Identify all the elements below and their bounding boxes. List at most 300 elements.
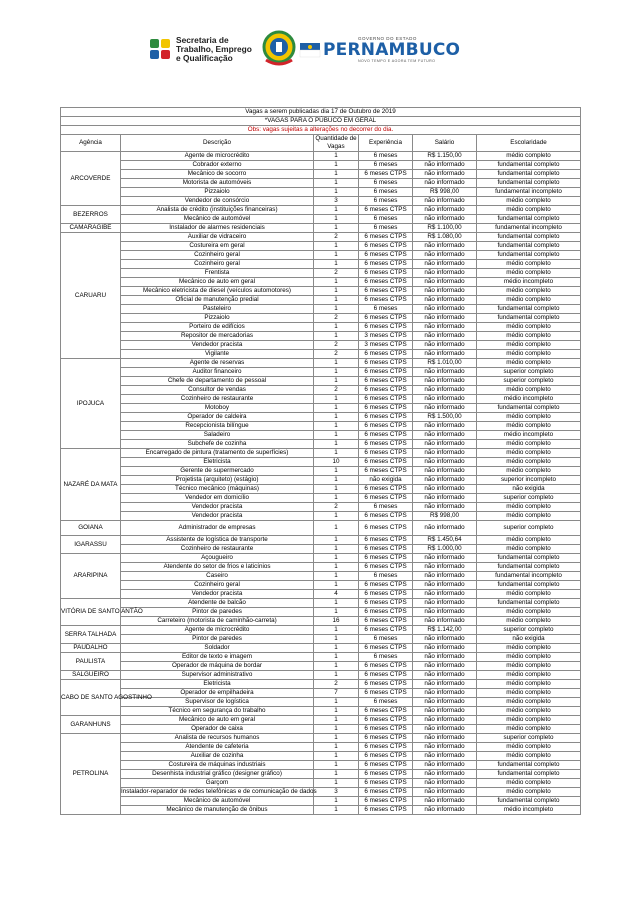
- edu-cell: médio completo: [477, 644, 581, 653]
- edu-cell: médio completo: [477, 206, 581, 215]
- table-row: [61, 581, 581, 590]
- sal-cell: não informado: [413, 449, 477, 458]
- desc-cell: Cozinheiro geral: [121, 251, 314, 260]
- table-row: [61, 269, 581, 278]
- table-row: [61, 467, 581, 476]
- agency-cell: CABO DE SANTO AGOSTINHO: [61, 680, 121, 716]
- table-row: [61, 761, 581, 770]
- sal-cell: não informado: [413, 179, 477, 188]
- qty-cell: 1: [314, 305, 359, 314]
- qty-cell: 1: [314, 581, 359, 590]
- sal-cell: não informado: [413, 485, 477, 494]
- edu-cell: fundamental completo: [477, 797, 581, 806]
- desc-cell: Saladeiro: [121, 431, 314, 440]
- desc-cell: Oficial de manutenção predial: [121, 296, 314, 305]
- exp-cell: 3 meses CTPS: [359, 341, 413, 350]
- exp-cell: 6 meses CTPS: [359, 761, 413, 770]
- edu-cell: médio completo: [477, 260, 581, 269]
- sal-cell: não informado: [413, 161, 477, 170]
- column-header-row: [61, 135, 581, 152]
- qty-cell: 2: [314, 386, 359, 395]
- agency-cell: CARUARU: [61, 233, 121, 359]
- desc-cell: Repositor de mercadorias: [121, 332, 314, 341]
- edu-cell: médio completo: [477, 413, 581, 422]
- sal-cell: não informado: [413, 743, 477, 752]
- edu-cell: superior completo: [477, 521, 581, 536]
- desc-cell: Vendedor pracista: [121, 590, 314, 599]
- exp-cell: 6 meses CTPS: [359, 536, 413, 545]
- qty-cell: 1: [314, 797, 359, 806]
- table-row: [61, 188, 581, 197]
- qty-cell: 1: [314, 608, 359, 617]
- edu-cell: médio completo: [477, 617, 581, 626]
- sal-cell: não informado: [413, 788, 477, 797]
- desc-cell: Mecânico eletricista de diesel (veículos automotores): [121, 287, 314, 296]
- sal-cell: não informado: [413, 170, 477, 179]
- exp-cell: 6 meses CTPS: [359, 323, 413, 332]
- exp-cell: 6 meses CTPS: [359, 617, 413, 626]
- sal-cell: R$ 1.500,00: [413, 413, 477, 422]
- table-row: [61, 671, 581, 680]
- edu-cell: fundamental completo: [477, 161, 581, 170]
- table-row: [61, 536, 581, 545]
- edu-cell: superior completo: [477, 734, 581, 743]
- exp-cell: 6 meses CTPS: [359, 788, 413, 797]
- sal-cell: não informado: [413, 206, 477, 215]
- edu-cell: médio completo: [477, 707, 581, 716]
- desc-cell: Operador de caixa: [121, 725, 314, 734]
- edu-cell: superior completo: [477, 377, 581, 386]
- exp-cell: 6 meses CTPS: [359, 413, 413, 422]
- qty-cell: 1: [314, 260, 359, 269]
- sal-cell: não informado: [413, 422, 477, 431]
- exp-cell: 6 meses CTPS: [359, 512, 413, 521]
- exp-cell: 6 meses: [359, 224, 413, 233]
- edu-cell: médio completo: [477, 359, 581, 368]
- desc-cell: Pasteleiro: [121, 305, 314, 314]
- qty-cell: 1: [314, 698, 359, 707]
- desc-cell: Encarregado de pintura (tratamento de superfícies): [121, 449, 314, 458]
- agency-cell: ARCOVERDE: [61, 152, 121, 206]
- exp-cell: 3 meses CTPS: [359, 332, 413, 341]
- sal-cell: não informado: [413, 350, 477, 359]
- qty-cell: 1: [314, 545, 359, 554]
- desc-cell: Subchefe de cozinha: [121, 440, 314, 449]
- sal-cell: não informado: [413, 806, 477, 815]
- edu-cell: fundamental incompleto: [477, 188, 581, 197]
- exp-cell: 6 meses CTPS: [359, 797, 413, 806]
- exp-cell: 6 meses CTPS: [359, 449, 413, 458]
- slogan: NOVO TEMPO E AGORA TEM FUTURO: [358, 59, 436, 63]
- exp-cell: 6 meses CTPS: [359, 581, 413, 590]
- edu-cell: fundamental completo: [477, 170, 581, 179]
- table-row: [61, 458, 581, 467]
- exp-cell: 6 meses: [359, 653, 413, 662]
- desc-cell: Instalador de alarmes residenciais: [121, 224, 314, 233]
- agency-cell: GARANHUNS: [61, 716, 121, 734]
- desc-cell: Porteiro de edifícios: [121, 323, 314, 332]
- desc-cell: Açougueiro: [121, 554, 314, 563]
- qty-cell: 2: [314, 341, 359, 350]
- exp-cell: 6 meses CTPS: [359, 386, 413, 395]
- qty-cell: 1: [314, 743, 359, 752]
- qty-cell: 1: [314, 242, 359, 251]
- qty-cell: 1: [314, 770, 359, 779]
- desc-cell: Consultor de vendas: [121, 386, 314, 395]
- sal-cell: não informado: [413, 404, 477, 413]
- qty-cell: 1: [314, 761, 359, 770]
- table-row: [61, 644, 581, 653]
- table-row: [61, 395, 581, 404]
- exp-cell: 6 meses CTPS: [359, 206, 413, 215]
- secretaria-logo-icon: [150, 39, 172, 61]
- edu-cell: fundamental completo: [477, 314, 581, 323]
- desc-cell: Garçom: [121, 779, 314, 788]
- exp-cell: 6 meses CTPS: [359, 269, 413, 278]
- agency-cell: ARARIPINA: [61, 554, 121, 599]
- qty-cell: 1: [314, 359, 359, 368]
- sal-cell: R$ 998,00: [413, 512, 477, 521]
- sal-cell: não informado: [413, 698, 477, 707]
- edu-cell: médio completo: [477, 449, 581, 458]
- qty-cell: 10: [314, 458, 359, 467]
- table-row: [61, 404, 581, 413]
- qty-cell: 1: [314, 188, 359, 197]
- qty-cell: 1: [314, 536, 359, 545]
- desc-cell: Carreteiro (motorista de caminhão-carreta): [121, 617, 314, 626]
- sal-cell: não informado: [413, 386, 477, 395]
- desc-cell: Mecânico de automóvel: [121, 215, 314, 224]
- exp-cell: 6 meses CTPS: [359, 395, 413, 404]
- gov-label: GOVERNO DO ESTADO: [358, 36, 417, 41]
- exp-cell: 6 meses CTPS: [359, 368, 413, 377]
- edu-cell: médio incompleto: [477, 395, 581, 404]
- qty-cell: 1: [314, 725, 359, 734]
- desc-cell: Pizzaiolo: [121, 314, 314, 323]
- sal-cell: não informado: [413, 770, 477, 779]
- exp-cell: 6 meses: [359, 635, 413, 644]
- sal-cell: não informado: [413, 644, 477, 653]
- qty-cell: 1: [314, 662, 359, 671]
- agency-cell: PETROLINA: [61, 734, 121, 815]
- edu-cell: médio completo: [477, 152, 581, 161]
- table-row: [61, 449, 581, 458]
- exp-cell: 6 meses CTPS: [359, 251, 413, 260]
- desc-cell: Projetista (arquiteto) (estágio): [121, 476, 314, 485]
- exp-cell: 6 meses CTPS: [359, 521, 413, 536]
- state-name: PERNAMBUCO: [323, 40, 461, 60]
- qty-cell: 1: [314, 323, 359, 332]
- table-row: [61, 359, 581, 368]
- qty-cell: 1: [314, 734, 359, 743]
- qty-cell: 1: [314, 476, 359, 485]
- qty-cell: 1: [314, 404, 359, 413]
- agency-cell: GOIANA: [61, 521, 121, 536]
- sal-cell: não informado: [413, 725, 477, 734]
- qty-cell: 1: [314, 644, 359, 653]
- table-row: [61, 680, 581, 689]
- edu-cell: médio completo: [477, 743, 581, 752]
- edu-cell: médio completo: [477, 716, 581, 725]
- exp-cell: 6 meses CTPS: [359, 662, 413, 671]
- edu-cell: médio completo: [477, 332, 581, 341]
- table-row: [61, 197, 581, 206]
- table-row: [61, 572, 581, 581]
- edu-cell: médio completo: [477, 608, 581, 617]
- desc-cell: Vigilante: [121, 350, 314, 359]
- qty-cell: 1: [314, 152, 359, 161]
- exp-cell: 6 meses CTPS: [359, 242, 413, 251]
- edu-cell: superior incompleto: [477, 476, 581, 485]
- exp-cell: 6 meses CTPS: [359, 422, 413, 431]
- desc-cell: Motoboy: [121, 404, 314, 413]
- qty-cell: 1: [314, 215, 359, 224]
- qty-cell: 1: [314, 287, 359, 296]
- qty-cell: 1: [314, 224, 359, 233]
- edu-cell: médio completo: [477, 662, 581, 671]
- exp-cell: 6 meses CTPS: [359, 779, 413, 788]
- edu-cell: médio incompleto: [477, 806, 581, 815]
- exp-cell: 6 meses: [359, 305, 413, 314]
- sal-cell: não informado: [413, 341, 477, 350]
- sal-cell: R$ 998,00: [413, 188, 477, 197]
- exp-cell: 6 meses CTPS: [359, 377, 413, 386]
- qty-cell: 1: [314, 179, 359, 188]
- edu-cell: médio completo: [477, 512, 581, 521]
- desc-cell: Mecânico de auto em geral: [121, 278, 314, 287]
- sal-cell: não informado: [413, 503, 477, 512]
- edu-cell: médio completo: [477, 680, 581, 689]
- desc-cell: Recepcionista bilíngue: [121, 422, 314, 431]
- table-subtitle: *VAGAS PARA O PÚBUCO EM GERAL: [61, 117, 581, 126]
- table-row: [61, 734, 581, 743]
- edu-cell: superior completo: [477, 368, 581, 377]
- col-agencia: Agência: [61, 135, 121, 152]
- desc-cell: Costureira em geral: [121, 242, 314, 251]
- sal-cell: não informado: [413, 797, 477, 806]
- table-row: [61, 779, 581, 788]
- table-row: [61, 797, 581, 806]
- qty-cell: 1: [314, 377, 359, 386]
- sal-cell: R$ 1.000,00: [413, 545, 477, 554]
- sal-cell: não informado: [413, 431, 477, 440]
- qty-cell: 1: [314, 671, 359, 680]
- table-row: [61, 152, 581, 161]
- sal-cell: não informado: [413, 779, 477, 788]
- sal-cell: não informado: [413, 689, 477, 698]
- sal-cell: não informado: [413, 635, 477, 644]
- edu-cell: fundamental completo: [477, 215, 581, 224]
- qty-cell: 1: [314, 170, 359, 179]
- table-row: [61, 251, 581, 260]
- exp-cell: 6 meses CTPS: [359, 260, 413, 269]
- col-quantidade: Quantidade de Vagas: [315, 135, 357, 150]
- qty-cell: 1: [314, 554, 359, 563]
- exp-cell: 6 meses CTPS: [359, 671, 413, 680]
- edu-cell: médio completo: [477, 545, 581, 554]
- table-row: [61, 206, 581, 215]
- exp-cell: 6 meses: [359, 152, 413, 161]
- agency-cell: PAULISTA: [61, 653, 121, 671]
- table-row: [61, 242, 581, 251]
- edu-cell: médio completo: [477, 350, 581, 359]
- desc-cell: Motorista de automóveis: [121, 179, 314, 188]
- table-row: [61, 278, 581, 287]
- sal-cell: não informado: [413, 599, 477, 608]
- edu-cell: médio completo: [477, 590, 581, 599]
- sal-cell: não informado: [413, 617, 477, 626]
- qty-cell: 1: [314, 251, 359, 260]
- qty-cell: 3: [314, 197, 359, 206]
- qty-cell: 1: [314, 413, 359, 422]
- edu-cell: fundamental incompleto: [477, 572, 581, 581]
- exp-cell: 6 meses CTPS: [359, 752, 413, 761]
- sal-cell: não informado: [413, 395, 477, 404]
- table-row: [61, 341, 581, 350]
- sal-cell: não informado: [413, 278, 477, 287]
- edu-cell: fundamental completo: [477, 770, 581, 779]
- sal-cell: não informado: [413, 476, 477, 485]
- table-row: [61, 224, 581, 233]
- edu-cell: fundamental completo: [477, 761, 581, 770]
- desc-cell: Analista de recursos humanos: [121, 734, 314, 743]
- state-crest-icon: [262, 30, 296, 66]
- sal-cell: R$ 1.150,00: [413, 152, 477, 161]
- qty-cell: 1: [314, 206, 359, 215]
- edu-cell: médio completo: [477, 752, 581, 761]
- edu-cell: médio completo: [477, 698, 581, 707]
- qty-cell: 1: [314, 512, 359, 521]
- qty-cell: 1: [314, 467, 359, 476]
- agency-cell: IGARASSU: [61, 536, 121, 554]
- desc-cell: Frentista: [121, 269, 314, 278]
- qty-cell: 1: [314, 716, 359, 725]
- qty-cell: 1: [314, 449, 359, 458]
- desc-cell: Técnico em segurança do trabalho: [121, 707, 314, 716]
- table-row: [61, 413, 581, 422]
- pernambuco-logo: [300, 36, 460, 63]
- exp-cell: 6 meses: [359, 161, 413, 170]
- table-row: [61, 476, 581, 485]
- desc-cell: Atendente de cafeteria: [121, 743, 314, 752]
- agency-cell: PAUDALHO: [61, 644, 121, 653]
- desc-cell: Cobrador externo: [121, 161, 314, 170]
- desc-cell: Vendedor em domicílio: [121, 494, 314, 503]
- sal-cell: não informado: [413, 467, 477, 476]
- table-row: [61, 314, 581, 323]
- sal-cell: não informado: [413, 590, 477, 599]
- table-row: [61, 590, 581, 599]
- qty-cell: 1: [314, 779, 359, 788]
- sal-cell: não informado: [413, 296, 477, 305]
- edu-cell: fundamental completo: [477, 242, 581, 251]
- sal-cell: não informado: [413, 458, 477, 467]
- table-row: [61, 215, 581, 224]
- exp-cell: 6 meses CTPS: [359, 599, 413, 608]
- table-row: [61, 545, 581, 554]
- edu-cell: médio completo: [477, 323, 581, 332]
- vacancies-table: [60, 107, 581, 815]
- sal-cell: não informado: [413, 716, 477, 725]
- exp-cell: 6 meses: [359, 572, 413, 581]
- sal-cell: não informado: [413, 521, 477, 536]
- desc-cell: Vendedor de consórcio: [121, 197, 314, 206]
- desc-cell: Agente de reservas: [121, 359, 314, 368]
- desc-cell: Assistente de logística de transporte: [121, 536, 314, 545]
- edu-cell: médio completo: [477, 536, 581, 545]
- desc-cell: Administrador de empresas: [121, 521, 314, 536]
- sal-cell: não informado: [413, 707, 477, 716]
- table-row: [61, 788, 581, 797]
- exp-cell: 6 meses CTPS: [359, 689, 413, 698]
- agency-cell: IPOJUCA: [61, 359, 121, 449]
- edu-cell: médio completo: [477, 458, 581, 467]
- sal-cell: R$ 1.450,64: [413, 536, 477, 545]
- sal-cell: R$ 1.100,00: [413, 224, 477, 233]
- agency-cell: SALGUEIRO: [61, 671, 121, 680]
- qty-cell: 1: [314, 440, 359, 449]
- exp-cell: 6 meses CTPS: [359, 404, 413, 413]
- desc-cell: Atendente do setor de frios e laticínios: [121, 563, 314, 572]
- edu-cell: médio completo: [477, 287, 581, 296]
- table-row: [61, 305, 581, 314]
- table-row: [61, 743, 581, 752]
- qty-cell: 1: [314, 422, 359, 431]
- exp-cell: 6 meses CTPS: [359, 725, 413, 734]
- exp-cell: 6 meses: [359, 698, 413, 707]
- exp-cell: 6 meses CTPS: [359, 458, 413, 467]
- sal-cell: R$ 1.142,00: [413, 626, 477, 635]
- sal-cell: não informado: [413, 734, 477, 743]
- agency-cell: NAZARÉ DA MATA: [61, 449, 121, 521]
- qty-cell: 2: [314, 314, 359, 323]
- exp-cell: não exigida: [359, 476, 413, 485]
- sal-cell: R$ 1.080,00: [413, 233, 477, 242]
- edu-cell: médio completo: [477, 269, 581, 278]
- sal-cell: R$ 1.010,00: [413, 359, 477, 368]
- edu-cell: médio completo: [477, 341, 581, 350]
- table-row: [61, 422, 581, 431]
- edu-cell: fundamental completo: [477, 581, 581, 590]
- sal-cell: não informado: [413, 323, 477, 332]
- exp-cell: 6 meses CTPS: [359, 485, 413, 494]
- table-row: [61, 377, 581, 386]
- table-row: [61, 332, 581, 341]
- table-row: [61, 170, 581, 179]
- table-row: [61, 554, 581, 563]
- sal-cell: não informado: [413, 260, 477, 269]
- table-row: [61, 725, 581, 734]
- qty-cell: 1: [314, 278, 359, 287]
- edu-cell: fundamental completo: [477, 233, 581, 242]
- qty-cell: 16: [314, 617, 359, 626]
- table-row: [61, 287, 581, 296]
- qty-cell: 1: [314, 599, 359, 608]
- table-row: [61, 503, 581, 512]
- desc-cell: Mecânico de manutenção de ônibus: [121, 806, 314, 815]
- desc-cell: Costureira de máquinas industriais: [121, 761, 314, 770]
- qty-cell: 2: [314, 233, 359, 242]
- desc-cell: Agente de microcrédito: [121, 626, 314, 635]
- sal-cell: não informado: [413, 653, 477, 662]
- sal-cell: não informado: [413, 680, 477, 689]
- table-row: [61, 179, 581, 188]
- edu-cell: fundamental completo: [477, 404, 581, 413]
- exp-cell: 6 meses CTPS: [359, 359, 413, 368]
- qty-cell: 1: [314, 626, 359, 635]
- exp-cell: 6 meses CTPS: [359, 296, 413, 305]
- table-row: [61, 296, 581, 305]
